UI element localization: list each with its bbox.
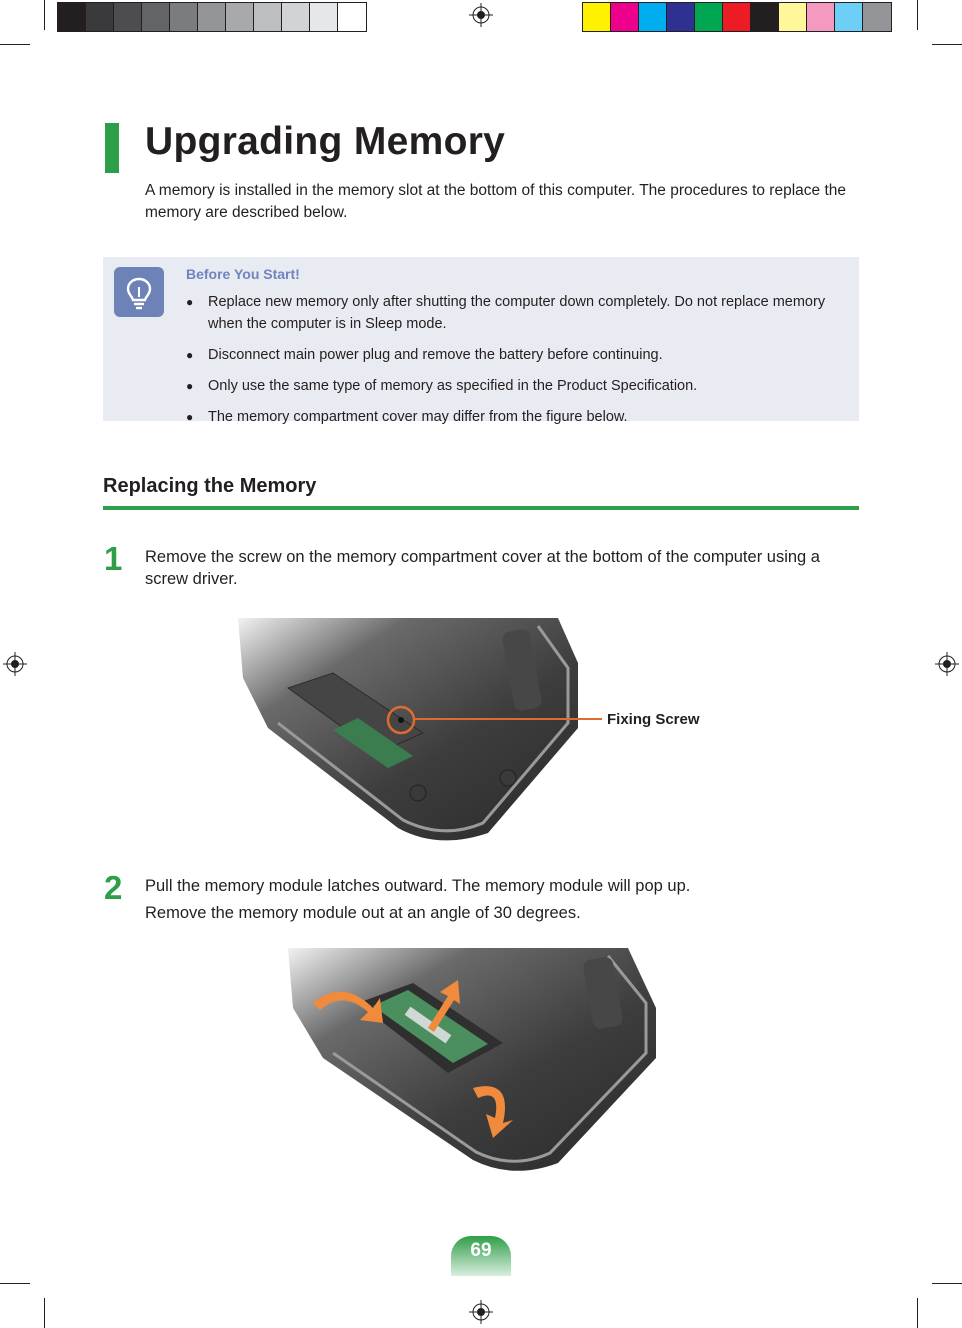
crop-mark — [0, 44, 30, 45]
color-swatch — [226, 3, 254, 31]
step-number: 2 — [104, 869, 123, 906]
color-swatch — [583, 3, 611, 31]
callout-label: Fixing Screw — [607, 711, 700, 728]
crop-mark — [932, 1283, 962, 1284]
note-title: Before You Start! — [186, 266, 300, 282]
step-text: Pull the memory module latches outward. The memory module will pop up. — [145, 877, 691, 895]
crop-mark — [0, 1283, 30, 1284]
color-swatch — [667, 3, 695, 31]
page-number: 69 — [470, 1240, 492, 1261]
registration-mark-icon — [3, 652, 27, 676]
note-item: ● Disconnect main power plug and remove the battery before continuing. — [186, 344, 836, 366]
step-number: 1 — [104, 540, 123, 577]
step-text: Remove the memory module out at an angle of 30 degrees. — [145, 904, 581, 922]
color-swatch — [170, 3, 198, 31]
title-accent-bar — [105, 123, 119, 173]
section-divider — [103, 506, 859, 510]
color-swatch — [639, 3, 667, 31]
callout-line — [414, 718, 602, 720]
color-swatch — [114, 3, 142, 31]
crop-mark — [44, 0, 45, 30]
section-title: Replacing the Memory — [103, 475, 317, 497]
lightbulb-icon — [114, 267, 164, 317]
color-swatch — [310, 3, 338, 31]
color-swatch — [863, 3, 891, 31]
color-swatch — [807, 3, 835, 31]
color-swatch — [86, 3, 114, 31]
page-title: Upgrading Memory — [145, 120, 506, 163]
color-swatch — [338, 3, 366, 31]
color-swatch — [835, 3, 863, 31]
color-swatch — [695, 3, 723, 31]
note-item: ● Only use the same type of memory as specified in the Product Specification. — [186, 375, 836, 397]
color-swatch — [611, 3, 639, 31]
crop-mark — [917, 1298, 918, 1328]
note-item: ● The memory compartment cover may differ from the figure below. — [186, 406, 836, 428]
color-swatch — [723, 3, 751, 31]
color-swatch — [254, 3, 282, 31]
color-swatch — [58, 3, 86, 31]
color-swatch-bar — [582, 2, 892, 32]
intro-paragraph: A memory is installed in the memory slot at the bottom of this computer. The procedures to replace the memory are described below. — [145, 182, 846, 221]
registration-mark-icon — [935, 652, 959, 676]
color-swatch — [779, 3, 807, 31]
crop-mark — [917, 0, 918, 30]
registration-mark-icon — [469, 3, 493, 27]
color-swatch — [282, 3, 310, 31]
color-swatch — [751, 3, 779, 31]
tip-icon-tile — [114, 267, 164, 317]
step-text: Remove the screw on the memory compartment cover at the bottom of the computer using a screw driver. — [145, 548, 820, 588]
laptop-bottom-figure-screw — [238, 618, 598, 850]
crop-mark — [44, 1298, 45, 1328]
registration-mark-icon — [469, 1300, 493, 1324]
crop-mark — [932, 44, 962, 45]
laptop-bottom-figure-memory — [288, 948, 668, 1180]
gray-swatch-bar — [57, 2, 367, 32]
note-item: ● Replace new memory only after shutting the computer down completely. Do not replace memory when the computer is in Sleep mode. — [186, 291, 836, 335]
color-swatch — [198, 3, 226, 31]
color-swatch — [142, 3, 170, 31]
note-list — [186, 291, 836, 437]
